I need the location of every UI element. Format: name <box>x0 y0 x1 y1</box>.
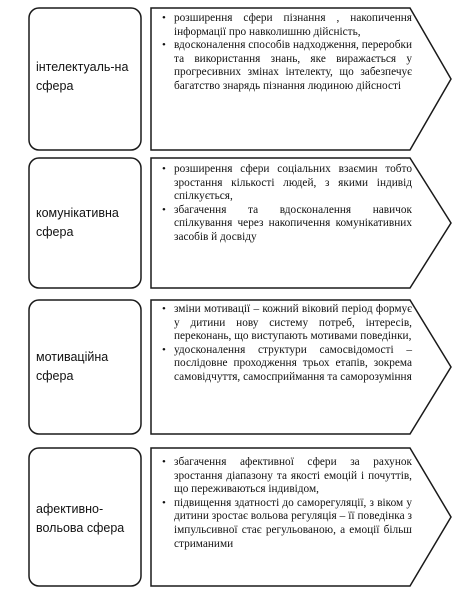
bullet-item: • розширення сфери пізнання , накопичення інформації про навколишню дійсність, <box>160 12 412 39</box>
bullet-item: • підвищення здатності до саморегуляції, з віком у дитини зростає вольова регуляція – її поведінка з імпульсивної стає регульованою, а емоції більш стриманими <box>160 497 412 551</box>
bullet-item: • удосконалення структури самосвідомості – послідовне проходження трьох етапів, зокрема самовідчуття, самосприймання та саморозуміння <box>160 344 412 385</box>
bullet-item: • розширення сфери соціальних взаємин тобто зростання кількості людей, з якими індивід спілкується, <box>160 163 412 204</box>
bullets-communicative <box>160 163 412 245</box>
bullet-item: • вдосконалення способів надходження, переробки та використання знань, яке виражається у прогресивних змінах інтелекту, що забезпечує багатство знарядь пізнання людиною дійсності <box>160 39 412 93</box>
bullet-item: • зміни мотивації – кожний віковий період формує у дитини нову систему потреб, інтересів, переконань, що виступають мотивами поведінки, <box>160 303 412 344</box>
bullets-intellectual <box>160 12 412 94</box>
label-communicative: комунікативна сфера <box>36 206 119 239</box>
bullet-item: • збагачення та вдосконалення навичок спілкування через накопичення комунікативних засобів й досвіду <box>160 204 412 245</box>
label-intellectual: інтелектуаль-на сфера <box>36 60 129 93</box>
bullet-item: • збагачення афективної сфери за рахунок зростання діапазону та якості емоцій і почуттів, що переживаються індивідом, <box>160 456 412 497</box>
bullets-motivational <box>160 303 412 385</box>
label-affective: афективно-вольова сфера <box>36 502 125 535</box>
bullets-affective <box>160 456 412 551</box>
label-motivational: мотиваційна сфера <box>36 350 109 383</box>
